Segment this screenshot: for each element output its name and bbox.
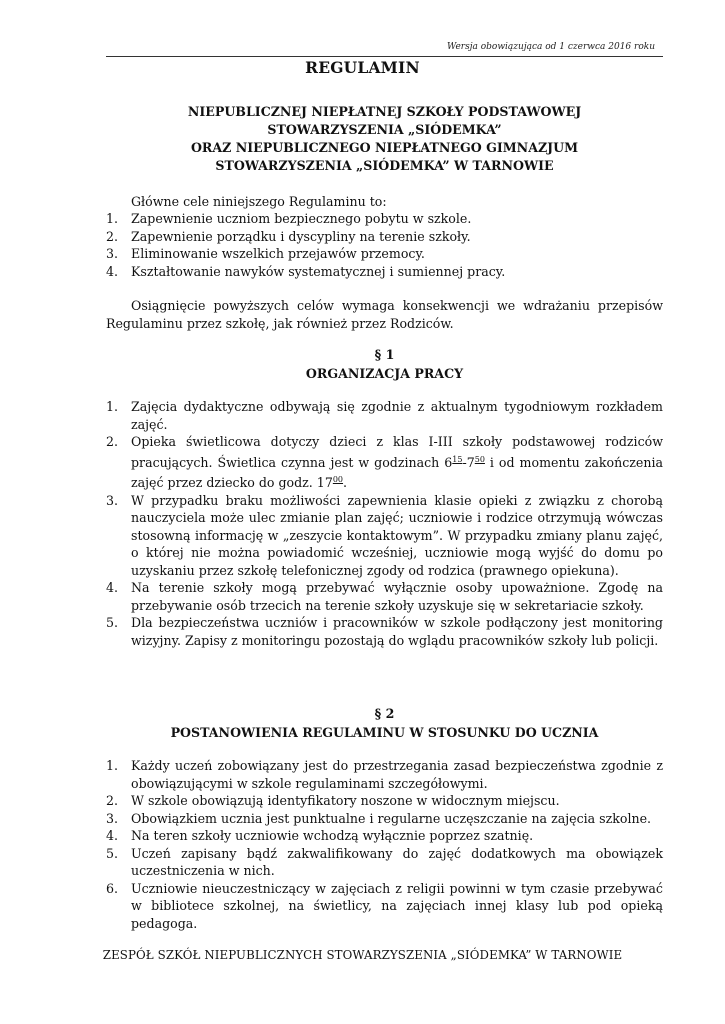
- section-2-list: [106, 757, 663, 932]
- item-number: 4.: [106, 580, 119, 595]
- item-number: 5.: [106, 845, 119, 861]
- subtitle-line: ORAZ NIEPUBLICZNEGO NIEPŁATNEGO GIMNAZJUM: [190, 140, 579, 155]
- list-item: [106, 245, 663, 263]
- subtitle-line: NIEPUBLICZNEJ NIEPŁATNEJ SZKOŁY PODSTAWOWEJ: [187, 104, 582, 119]
- item-text: Kształtowanie nawyków systematycznej i sumiennej pracy.: [131, 263, 506, 279]
- list-item: [106, 492, 663, 580]
- intro-paragraph: Osiągnięcie powyższych celów wymaga konsekwencji we wdrażaniu przepisów Regulaminu przez szkołę, jak również przez Rodziców.: [106, 298, 663, 331]
- item-number: 3.: [106, 492, 119, 508]
- section-2-header: [106, 704, 663, 742]
- item-number: 1.: [106, 211, 119, 226]
- intro-lead: Główne cele niniejszego Regulaminu to:: [131, 194, 387, 209]
- item-text: Dla bezpieczeństwa uczniów i pracowników w szkole podłączony jest monitoring wizyjny. Zapisy z monitoringu pozostają do wglądu pracowników szkoły lub policji.: [131, 615, 663, 648]
- version-note: Wersja obowiązująca od 1 czerwca 2016 roku: [446, 42, 655, 52]
- list-item: [106, 263, 663, 281]
- item-text: Zajęcia dydaktyczne odbywają się zgodnie z aktualnym tygodniowym rozkładem zajęć.: [131, 399, 663, 432]
- item-text: Każdy uczeń zobowiązany jest do przestrzegania zasad bezpieczeństwa zgodnie z obowiązującymi w szkole regulaminami szczegółowymi.: [131, 758, 663, 791]
- header-rule: [106, 56, 663, 57]
- item-text: Uczeń zapisany bądź zakwalifikowany do zajęć dodatkowych ma obowiązek uczestniczenia w nich.: [131, 845, 663, 878]
- item-text: Obowiązkiem ucznia jest punktualne i regularne uczęszczanie na zajęcia szkolne.: [131, 810, 652, 826]
- list-item: [106, 210, 663, 228]
- item-text: Zapewnienie uczniom bezpiecznego pobytu w szkole.: [131, 211, 472, 226]
- item-number: 5.: [106, 615, 119, 630]
- page-footer: ZESPÓŁ SZKÓŁ NIEPUBLICZNYCH STOWARZYSZENIA „SIÓDEMKA” W TARNOWIE: [102, 948, 623, 962]
- document-title: REGULAMIN: [305, 58, 420, 77]
- list-item: [106, 845, 663, 880]
- list-item: [106, 792, 663, 810]
- item-text: W szkole obowiązują identyfikatory noszone w widocznym miejscu.: [131, 793, 560, 808]
- item-text-part: .: [343, 475, 348, 490]
- item-number: 1.: [106, 758, 119, 773]
- item-text-part: -7: [462, 454, 475, 470]
- item-number: 4.: [106, 263, 119, 279]
- item-number: 3.: [106, 810, 119, 826]
- section-symbol: § 1: [374, 347, 395, 362]
- time-minutes: 50: [474, 454, 485, 464]
- item-number: 6.: [106, 880, 119, 896]
- section-symbol: § 2: [374, 706, 395, 721]
- item-text-part: i od momentu zakończenia zajęć przez dziecko do godz. 17: [131, 454, 663, 490]
- item-text: W przypadku braku możliwości zapewnienia klasie opieki z związku z chorobą nauczyciela może ulec zmianie plan zajęć; uczniowie i rodzice otrzymują wówczas stosowną informację w „zeszycie kontaktowym”. W przypadku zmiany planu zajęć, o której nie można powiadomić wcześniej, uczniowie mogą wyjść do domu po uzyskaniu przez szkołę telefonicznej zgody od rodzica (prawnego opiekuna).: [131, 492, 663, 578]
- item-number: 2.: [106, 228, 119, 244]
- time-minutes: 15: [452, 454, 463, 464]
- list-item: [106, 880, 663, 933]
- item-number: 2.: [106, 793, 119, 808]
- item-number: 3.: [106, 246, 119, 261]
- item-text-part: Opieka świetlicowa dotyczy dzieci z klas I-III szkoły podstawowej rodziców pracujących. Świetlica czynna jest w godzinach 6: [131, 434, 663, 470]
- item-text: Eliminowanie wszelkich przejawów przemocy.: [131, 246, 425, 261]
- section-1-list: [106, 398, 663, 649]
- item-number: 1.: [106, 399, 119, 414]
- item-text: Zapewnienie porządku i dyscypliny na terenie szkoły.: [131, 228, 471, 244]
- item-text: Na teren szkoły uczniowie wchodzą wyłącznie poprzez szatnię.: [131, 828, 534, 843]
- list-item: [106, 810, 663, 828]
- item-text: Uczniowie nieuczestniczący w zajęciach z religii powinni w tym czasie przebywać w bibliotece szkolnej, na świetlicy, na zajęciach innej klasy lub pod opieką pedagoga.: [131, 880, 663, 931]
- item-text: Na terenie szkoły mogą przebywać wyłącznie osoby upoważnione. Zgodę na przebywanie osób trzecich na terenie szkoły uzyskuje się w sekretariacie szkoły.: [131, 580, 663, 613]
- item-number: 2.: [106, 434, 119, 449]
- list-item: [106, 433, 663, 492]
- item-number: 4.: [106, 828, 119, 843]
- section-heading: POSTANOWIENIA REGULAMINU W STOSUNKU DO UCZNIA: [170, 725, 599, 740]
- list-item: [106, 398, 663, 433]
- list-item: [106, 827, 663, 845]
- item-text: [131, 433, 663, 492]
- subtitle-line: STOWARZYSZENIA „SIÓDEMKA” W TARNOWIE: [215, 158, 554, 173]
- list-item: [106, 757, 663, 792]
- list-item: [106, 614, 663, 649]
- list-item: [106, 579, 663, 614]
- goals-list: [106, 210, 663, 280]
- section-1-header: [106, 345, 663, 383]
- list-item: [106, 228, 663, 246]
- document-subtitle: [106, 103, 663, 175]
- subtitle-line: STOWARZYSZENIA „SIÓDEMKA”: [267, 122, 502, 137]
- time-minutes: 00: [332, 475, 344, 484]
- section-heading: ORGANIZACJA PRACY: [305, 366, 464, 381]
